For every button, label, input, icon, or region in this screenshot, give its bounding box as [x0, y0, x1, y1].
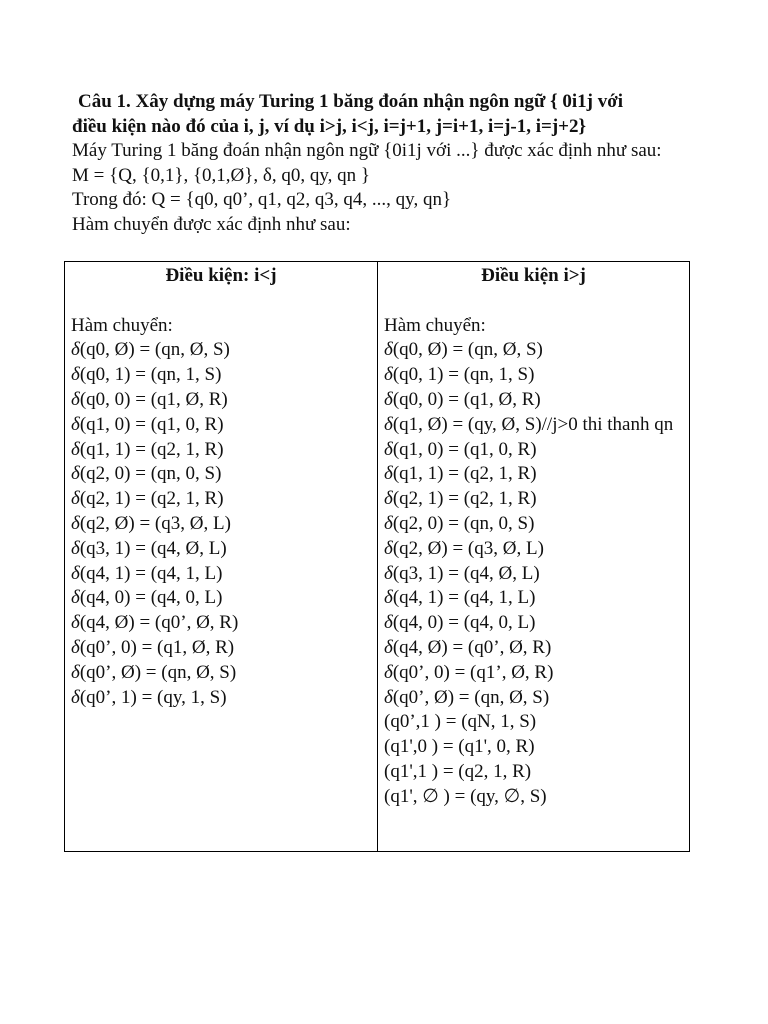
- delta-symbol: δ: [384, 686, 393, 708]
- rule-text: (q0’,1 ) = (qN, 1, S): [384, 711, 537, 733]
- rule-text: (q4, 1) = (q4, 1, L): [392, 587, 536, 609]
- delta-symbol: δ: [71, 661, 80, 683]
- transition-rule: [384, 710, 683, 735]
- rule-text: (q1, 1) = (q2, 1, R): [392, 463, 537, 485]
- delta-symbol: δ: [384, 562, 393, 584]
- transition-rule: [384, 562, 683, 587]
- rule-text: (q1',0 ) = (q1', 0, R): [384, 736, 535, 758]
- rule-text: (q1, 1) = (q2, 1, R): [79, 438, 224, 460]
- rule-text: (q0’, Ø) = (qn, Ø, S): [392, 686, 550, 708]
- delta-symbol: δ: [384, 413, 393, 435]
- rule-text: (q2, 0) = (qn, 0, S): [392, 512, 535, 534]
- transition-rule: [71, 636, 371, 661]
- transition-rule: [384, 611, 683, 636]
- delta-symbol: δ: [384, 463, 393, 485]
- column-subheader: Hàm chuyển:: [71, 314, 173, 336]
- delta-symbol: δ: [71, 488, 80, 510]
- rule-text: (q3, 1) = (q4, Ø, L): [79, 537, 227, 559]
- rule-text: (q1, 0) = (q1, 0, R): [79, 413, 224, 435]
- transition-rule: [71, 338, 371, 363]
- rule-text: (q2, 1) = (q2, 1, R): [392, 488, 537, 510]
- delta-symbol: δ: [71, 463, 80, 485]
- rule-text: (q1, Ø) = (qy, Ø, S)//j>0 thi thanh qn: [392, 413, 674, 435]
- column-header: Điều kiện: i<j: [165, 265, 277, 286]
- delta-symbol: δ: [71, 413, 80, 435]
- transition-rule: [71, 388, 371, 413]
- transition-rule: [384, 760, 683, 785]
- rule-text: (q3, 1) = (q4, Ø, L): [392, 562, 540, 584]
- question-title-text: . Xây dựng máy Turing 1 băng đoán nhận ngôn ngữ { 0i1j với: [126, 91, 624, 112]
- transition-rule: [71, 438, 371, 463]
- rule-list: [71, 338, 371, 710]
- delta-symbol: δ: [384, 438, 393, 460]
- delta-symbol: δ: [384, 364, 393, 386]
- rule-text: (q0’, Ø) = (qn, Ø, S): [79, 661, 237, 683]
- transition-rule: [384, 586, 683, 611]
- column-header: Điều kiện i>j: [481, 265, 586, 286]
- rule-text: (q2, Ø) = (q3, Ø, L): [79, 512, 231, 534]
- rule-text: (q2, 1) = (q2, 1, R): [79, 488, 224, 510]
- delta-symbol: δ: [71, 364, 80, 386]
- rule-text: (q0’, 1) = (qy, 1, S): [79, 686, 227, 708]
- delta-symbol: δ: [384, 661, 393, 683]
- delta-symbol: δ: [71, 686, 80, 708]
- rule-text: (q0, 1) = (qn, 1, S): [79, 364, 222, 386]
- rule-text: (q0’, 0) = (q1, Ø, R): [79, 636, 235, 658]
- delta-symbol: δ: [71, 512, 80, 534]
- delta-symbol: δ: [384, 612, 393, 634]
- rule-list: [384, 338, 683, 710]
- rule-text: (q1', ∅ ) = (qy, ∅, S): [384, 785, 547, 807]
- rule-text: (q2, 0) = (qn, 0, S): [79, 463, 222, 485]
- transition-rule: [71, 611, 371, 636]
- intro-line: M = {Q, {0,1}, {0,1,Ø}, δ, q0, qy, qn }: [72, 164, 370, 186]
- transition-rule: [71, 661, 371, 686]
- delta-symbol: δ: [71, 339, 80, 361]
- delta-symbol: δ: [71, 612, 80, 634]
- rule-text: (q4, 0) = (q4, 0, L): [392, 612, 536, 634]
- question-title: [72, 90, 712, 115]
- transition-rule: [384, 661, 683, 686]
- transition-rule: [71, 462, 371, 487]
- rule-text: (q0, Ø) = (qn, Ø, S): [392, 339, 543, 361]
- intro-line: Hàm chuyển được xác định như sau:: [72, 213, 351, 235]
- column-i-less-j: [65, 262, 378, 851]
- transition-rule: [71, 363, 371, 388]
- transition-rule: [384, 413, 683, 438]
- intro-line: Trong đó: Q = {q0, q0’, q1, q2, q3, q4, ..., qy, qn}: [72, 189, 452, 210]
- question-label: Câu 1: [78, 91, 127, 112]
- delta-symbol: δ: [71, 562, 80, 584]
- delta-symbol: δ: [384, 537, 393, 559]
- column-subheader: Hàm chuyển:: [384, 314, 486, 336]
- delta-symbol: δ: [384, 587, 393, 609]
- transition-table: [64, 261, 690, 852]
- rule-text: (q4, Ø) = (q0’, Ø, R): [79, 612, 239, 634]
- transition-rule: [384, 438, 683, 463]
- delta-symbol: δ: [71, 438, 80, 460]
- intro-section: [72, 90, 712, 237]
- rule-text: (q0, 0) = (q1, Ø, R): [392, 388, 541, 410]
- transition-rule: [384, 537, 683, 562]
- transition-rule: [71, 686, 371, 711]
- rule-text: (q0, 1) = (qn, 1, S): [392, 364, 535, 386]
- delta-symbol: δ: [384, 488, 393, 510]
- rule-text: (q1, 0) = (q1, 0, R): [392, 438, 537, 460]
- rule-text: (q0, 0) = (q1, Ø, R): [79, 388, 228, 410]
- delta-symbol: δ: [384, 512, 393, 534]
- transition-rule: [384, 388, 683, 413]
- transition-rule: [71, 487, 371, 512]
- transition-rule: [71, 586, 371, 611]
- transition-rule: [384, 363, 683, 388]
- delta-symbol: δ: [71, 388, 80, 410]
- transition-rule: [384, 487, 683, 512]
- transition-rule: [71, 562, 371, 587]
- transition-rule: [384, 785, 683, 810]
- delta-symbol: δ: [71, 537, 80, 559]
- delta-symbol: δ: [71, 587, 80, 609]
- transition-rule: [384, 636, 683, 661]
- rule-text: (q0’, 0) = (q1’, Ø, R): [392, 661, 554, 683]
- rule-text: (q0, Ø) = (qn, Ø, S): [79, 339, 230, 361]
- transition-rule: [384, 686, 683, 711]
- rule-text: (q1',1 ) = (q2, 1, R): [384, 760, 532, 782]
- transition-rule: [384, 462, 683, 487]
- rule-text: (q4, 0) = (q4, 0, L): [79, 587, 223, 609]
- delta-symbol: δ: [384, 636, 393, 658]
- rule-text: (q4, 1) = (q4, 1, L): [79, 562, 223, 584]
- delta-symbol: δ: [384, 339, 393, 361]
- transition-rule: [71, 537, 371, 562]
- transition-rule: [71, 512, 371, 537]
- delta-symbol: δ: [384, 388, 393, 410]
- transition-rule: [71, 413, 371, 438]
- delta-symbol: δ: [71, 636, 80, 658]
- transition-rule: [384, 512, 683, 537]
- rule-list-plain: [384, 710, 683, 809]
- question-title-continued: điều kiện nào đó của i, j, ví dụ i>j, i<j, i=j+1, j=i+1, i=j-1, i=j+2}: [72, 115, 586, 137]
- transition-rule: [384, 735, 683, 760]
- intro-line: Máy Turing 1 băng đoán nhận ngôn ngữ {0i1j với ...} được xác định như sau:: [72, 140, 662, 161]
- rule-text: (q2, Ø) = (q3, Ø, L): [392, 537, 544, 559]
- column-i-greater-j: [378, 262, 689, 851]
- rule-text: (q4, Ø) = (q0’, Ø, R): [392, 636, 552, 658]
- transition-rule: [384, 338, 683, 363]
